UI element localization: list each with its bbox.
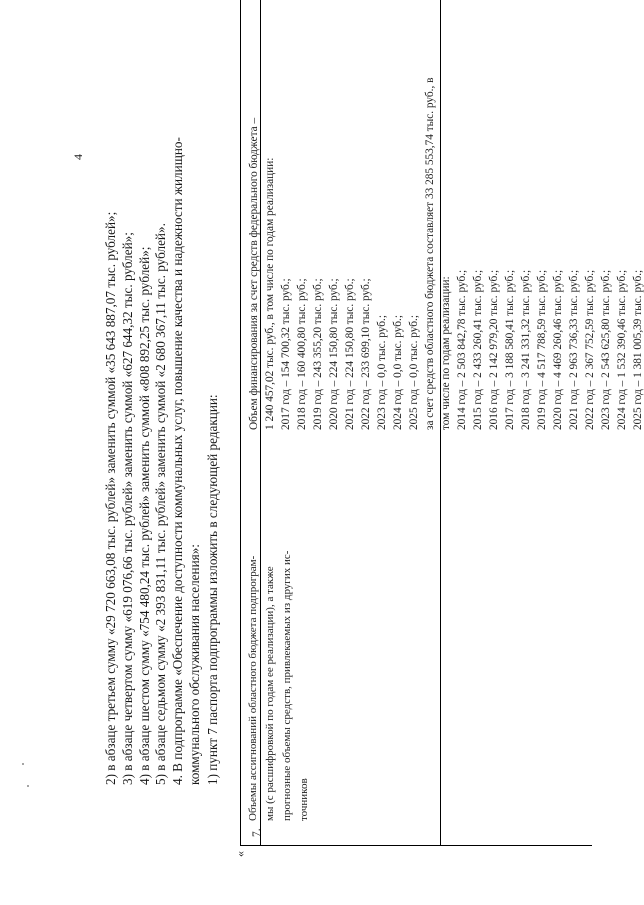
right-cell-line: 2022 год – 233 699,10 тыс. руб.;: [360, 278, 372, 430]
right-cell-line: 2024 год – 1 532 390,46 тыс. руб.;: [616, 269, 628, 430]
right-cell-line: том числе по годам реализации:: [440, 276, 452, 430]
opening-quote: «: [233, 851, 247, 857]
right-cell-line: 2021 год – 2 963 736,33 тыс. руб.;: [568, 269, 580, 430]
right-cell-line: 2022 год – 2 367 752,59 тыс. руб.;: [584, 269, 596, 430]
right-cell-line: Объем финансирования за счет средств федерального бюджета –: [248, 117, 260, 430]
edit-line-2: 2) в абзаце третьем сумму «29 720 663,08 тыс. рублей» заменить суммой «35 643 887,07 тыс. рублей»;: [103, 211, 118, 785]
left-cell-line: точников: [298, 778, 310, 821]
page-number: 4: [71, 154, 85, 160]
right-cell-line: 2023 год – 0,0 тыс. руб.;: [376, 315, 388, 430]
right-cell-line: 2019 год – 243 355,20 тыс. руб.;: [312, 278, 324, 430]
table-column-divider-1: [260, 0, 261, 846]
right-cell-line: 2018 год – 3 241 331,32 тыс. руб.;: [520, 269, 532, 430]
row-number: 7.: [251, 828, 263, 837]
edit-line-5: 5) в абзаце седьмом сумму «2 393 831,11 тыс. рублей» заменить суммой «2 680 367,11 тыс. рублей».: [153, 223, 168, 785]
table-left-border: [240, 845, 592, 846]
right-cell-line: 2021 год – 224 150,80 тыс. руб.;: [344, 278, 356, 430]
right-cell-line: 1 240 457,02 тыс. руб., в том числе по годам реализации:: [264, 157, 276, 430]
right-cell-line: 2023 год – 2 543 625,80 тыс. руб.;: [600, 269, 612, 430]
edit-line-3: 3) в абзаце четвертом сумму «619 076,66 тыс. рублей» заменить суммой «627 644,32 тыс. рублей»;: [120, 232, 135, 785]
right-cell-line: 2020 год – 4 469 260,46 тыс. руб.;: [552, 269, 564, 430]
right-cell-line: 2025 год – 0,0 тыс. руб.;: [408, 315, 420, 430]
left-cell-line: прогнозные объемы средств, привлекаемых из других ис-: [281, 550, 293, 821]
scan-speck: [27, 785, 29, 787]
right-cell-line: 2020 год – 224 150,80 тыс. руб.;: [328, 278, 340, 430]
right-cell-line: за счет средств областного бюджета составляет 33 285 553,74 тыс. руб., в: [424, 77, 436, 430]
right-cell-line: 2024 год – 0,0 тыс. руб.;: [392, 315, 404, 430]
left-cell-line: мы (с расшифровкой по годам ее реализации), а также: [264, 566, 276, 821]
subprogram-heading: 4. В подпрограмме «Обеспечение доступности коммунальных услуг, повышение качества и надежности жилищно-: [170, 137, 185, 785]
right-cell-line: 2018 год – 160 400,80 тыс. руб.;: [296, 278, 308, 430]
right-cell-line: 2017 год – 3 188 580,41 тыс. руб.;: [504, 269, 516, 430]
right-cell-line: 2015 год – 2 433 260,41 тыс. руб.;: [472, 269, 484, 430]
subprogram-heading-cont: коммунального обслуживания населения»:: [187, 544, 202, 785]
right-cell-line: 2025 год – 1 381 005,39 тыс. руб.;: [632, 269, 644, 430]
scan-speck: [22, 763, 24, 765]
right-cell-line: 2019 год – 4 517 788,59 тыс. руб.;: [536, 269, 548, 430]
left-cell-line: Объемы ассигнований областного бюджета подпрограм-: [247, 555, 259, 821]
right-cell-line: 2016 год – 2 142 979,20 тыс. руб.;: [488, 269, 500, 430]
right-cell-line: 2017 год – 154 700,32 тыс. руб.;: [280, 278, 292, 430]
passport-item-instruction: 1) пункт 7 паспорта подпрограммы изложить в следующей редакции:: [205, 394, 220, 785]
table-top-border: [240, 0, 241, 846]
right-cell-line: 2014 год – 2 503 842,78 тыс. руб.;: [456, 269, 468, 430]
edit-line-4: 4) в абзаце шестом сумму «754 480,24 тыс. рублей» заменить суммой «808 892,25 тыс. рублей»;: [137, 246, 152, 785]
